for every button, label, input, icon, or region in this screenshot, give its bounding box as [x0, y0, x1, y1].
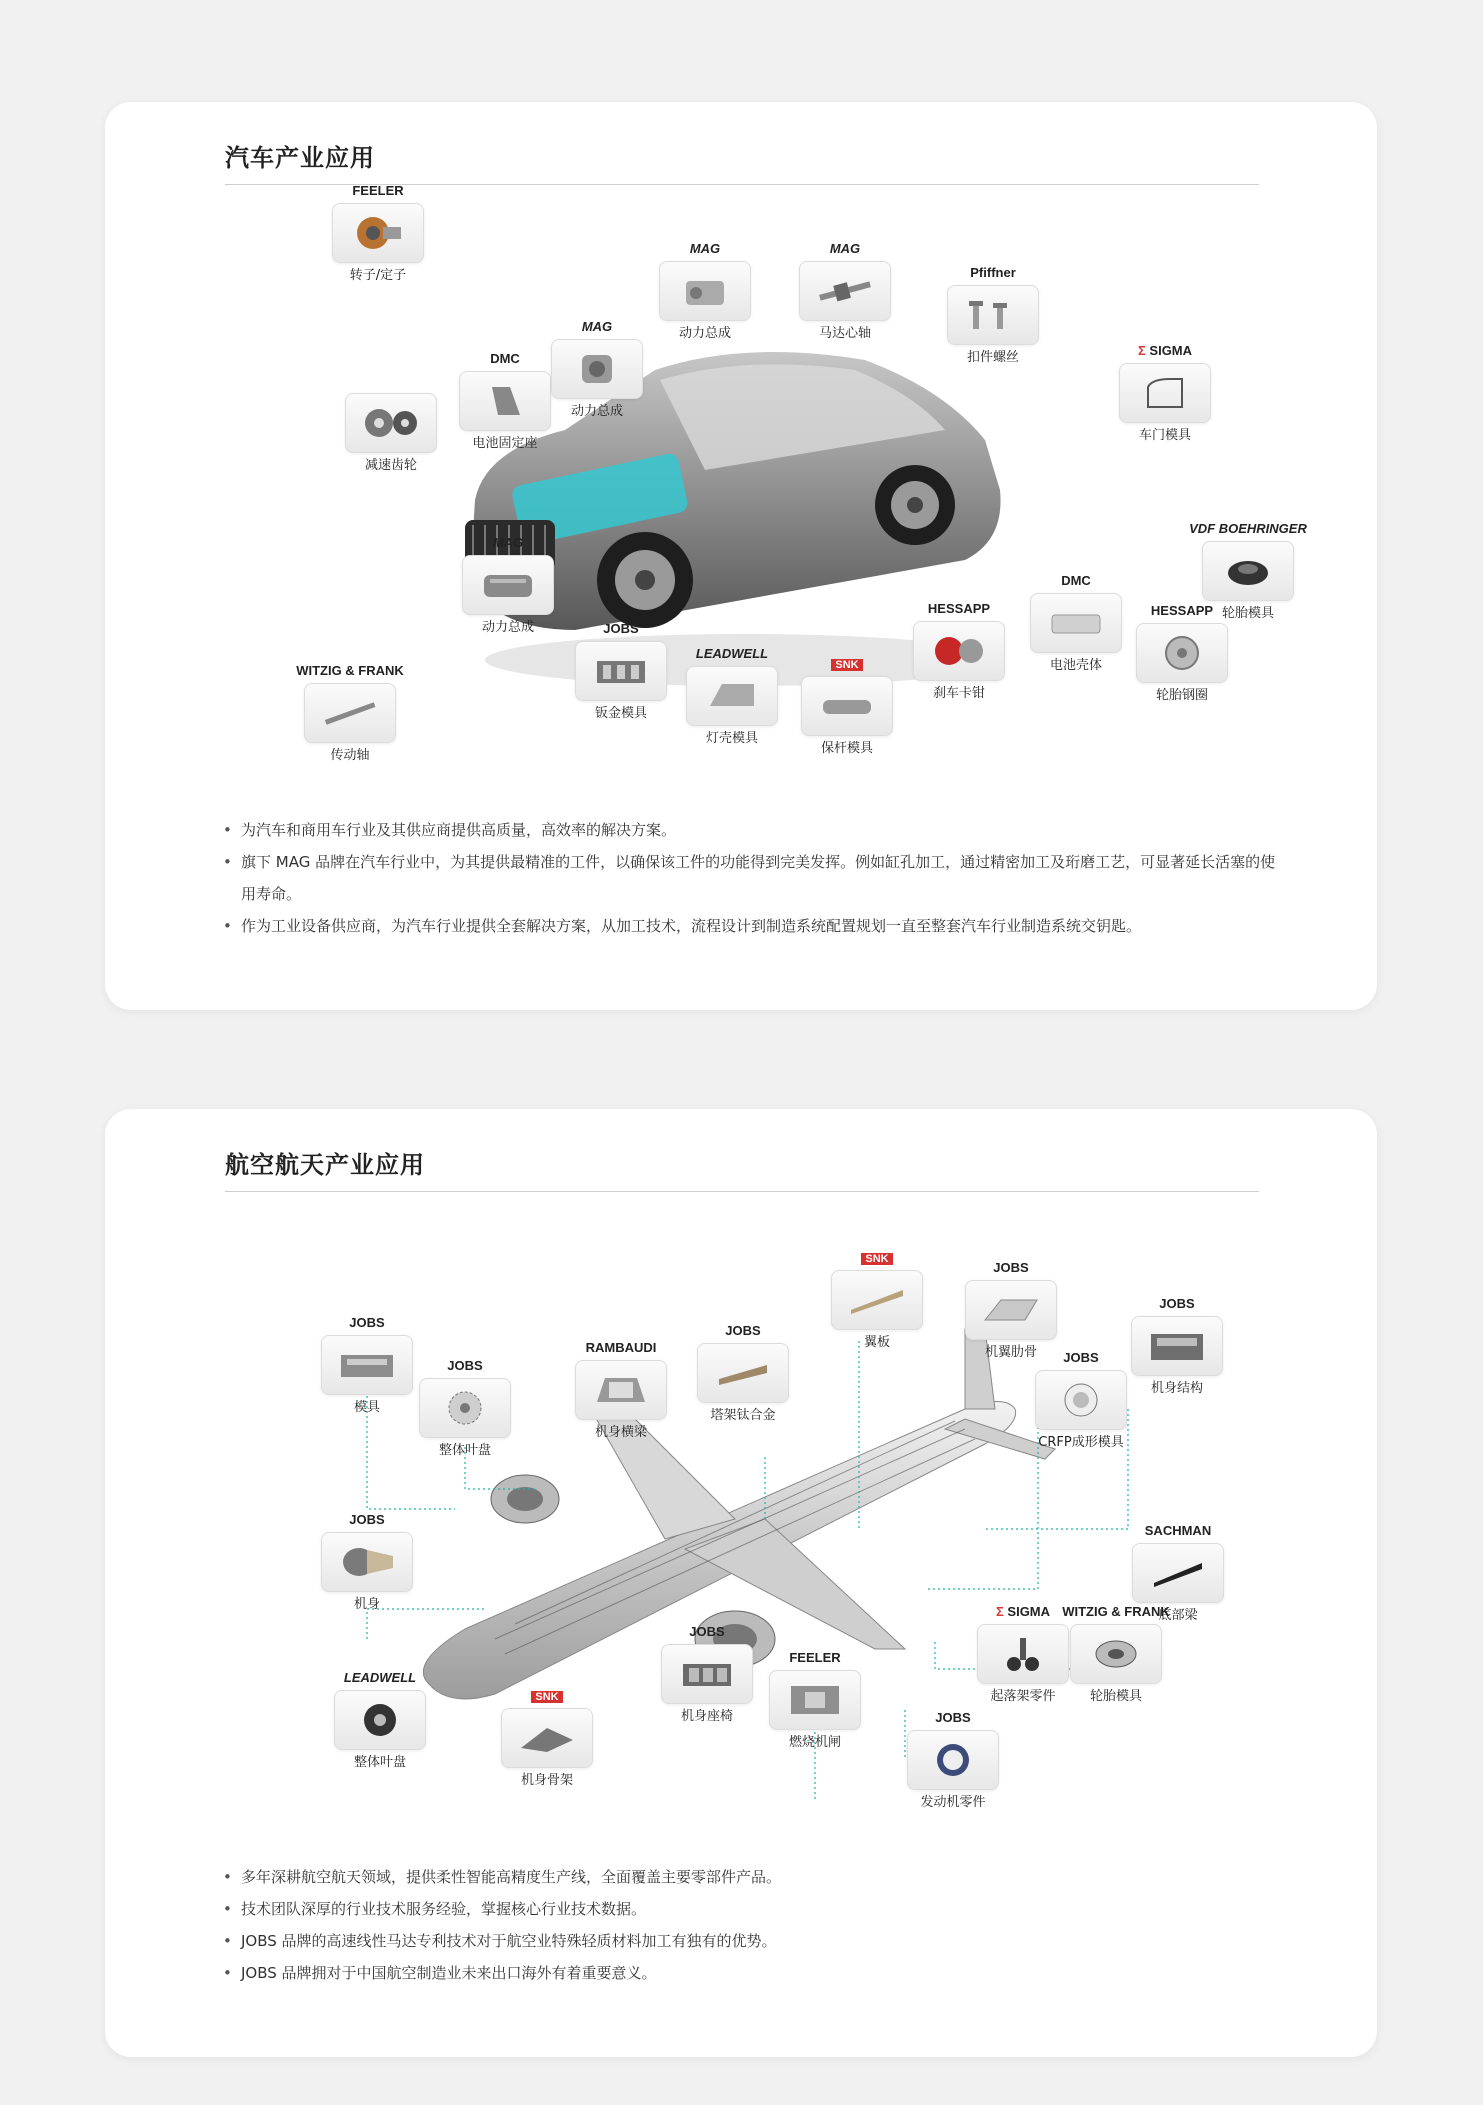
battery-tray-icon: [1046, 603, 1106, 643]
item-label: 发动机零件: [920, 1795, 986, 1810]
brand-logo-jobs: JOBS: [349, 1315, 385, 1330]
rotor-icon: [353, 213, 403, 253]
item-powertrain-3[interactable]: [448, 534, 568, 636]
wing-rib-thumbnail: [965, 1280, 1057, 1340]
brand-logo-snk: [817, 1249, 937, 1267]
item-pylon-titanium[interactable]: [683, 1322, 803, 1424]
sigma-text: SIGMA: [1007, 1604, 1051, 1619]
item-wing-rib[interactable]: [951, 1259, 1071, 1361]
car-door-icon: [1140, 373, 1190, 413]
brand-logo-jobs: JOBS: [689, 1624, 725, 1639]
machine-icon: [785, 1680, 845, 1720]
bullet-item: • JOBS 品牌的高速线性马达专利技术对于航空业特殊轻质材料加工有独有的优势。: [223, 1925, 1283, 1957]
item-tire-mold[interactable]: [1056, 1603, 1176, 1705]
reduction-gear-thumbnail: [345, 393, 437, 453]
item-label: 扣件螺丝: [966, 350, 1019, 365]
bullet-item: • 技术团队深厚的行业技术服务经验，掌握核心行业技术数据。: [223, 1893, 1283, 1925]
brand-logo-none: [331, 372, 451, 390]
tire-mold-thumbnail: [1202, 541, 1294, 601]
item-label: 翼板: [863, 1335, 890, 1350]
item-bumper-mold[interactable]: [787, 655, 907, 757]
brand-logo-hessapp: HESSAPP: [927, 601, 991, 616]
brake-caliper-thumbnail: [913, 621, 1005, 681]
item-label: 电池壳体: [1049, 658, 1102, 673]
fuselage-seat-thumbnail: [661, 1644, 753, 1704]
bullet-item: • 多年深耕航空航天领域，提供柔性智能高精度生产线，全面覆盖主要零部件产品。: [223, 1861, 1283, 1893]
item-brake-caliper[interactable]: [899, 600, 1019, 702]
item-powertrain-1[interactable]: [645, 240, 765, 342]
brand-logo-vdf-boehringer: VDF BOEHRINGER: [1189, 521, 1307, 536]
item-label: 机身: [353, 1597, 380, 1612]
brand-logo-jobs: JOBS: [935, 1710, 971, 1725]
item-label: 轮胎钢圈: [1155, 688, 1208, 703]
leader-lines: [105, 1109, 1377, 1869]
aerospace-card: [105, 1109, 1377, 2057]
bumper-icon: [817, 686, 877, 726]
mold-icon: [337, 1345, 397, 1385]
tire-mold-icon: [1223, 551, 1273, 591]
sigma-mark-icon: Σ: [995, 1604, 1004, 1619]
item-fuselage-seat[interactable]: [647, 1623, 767, 1725]
item-fuselage-structure[interactable]: [1117, 1295, 1237, 1397]
item-label: 塔架钛合金: [710, 1408, 776, 1423]
item-label: 转子/定子: [349, 268, 407, 283]
blisk-thumbnail: [419, 1378, 511, 1438]
housing-icon: [572, 349, 622, 389]
item-label: 机身座椅: [680, 1709, 733, 1724]
screw-icon: [963, 295, 1023, 335]
crfp-icon: [1056, 1380, 1106, 1420]
fuselage-frame-thumbnail: [501, 1708, 593, 1768]
item-fastener-screw[interactable]: [933, 264, 1053, 366]
brand-logo-rambaudi: RAMBAUDI: [585, 1340, 657, 1355]
item-label: 动力总成: [678, 326, 731, 341]
brand-logo-witzig-frank: WITZIG & FRANK: [296, 663, 404, 678]
transmission-icon: [478, 565, 538, 605]
brand-logo-snk: [787, 655, 907, 673]
item-label: 钣金模具: [594, 706, 647, 721]
blisk-thumbnail: [334, 1690, 426, 1750]
item-label: 整体叶盘: [438, 1443, 491, 1458]
gear-icon: [361, 403, 421, 443]
item-label: 动力总成: [570, 404, 623, 419]
item-blisk-1[interactable]: [405, 1357, 525, 1459]
bearing-ring-icon: [928, 1740, 978, 1780]
automotive-title: 汽车产业应用: [225, 144, 375, 172]
mold-icon: [591, 651, 651, 691]
item-battery-housing[interactable]: [1016, 572, 1136, 674]
automotive-diagram: [105, 102, 1377, 862]
rotor-stator-thumbnail: [332, 203, 424, 263]
titanium-part-icon: [713, 1353, 773, 1393]
pylon-thumbnail: [697, 1343, 789, 1403]
wheel-rim-thumbnail: [1136, 623, 1228, 683]
frame-icon: [517, 1718, 577, 1758]
snk-badge: SNK: [531, 1691, 562, 1703]
aerospace-description-list: [223, 1861, 1283, 1989]
item-label: 刹车卡钳: [932, 686, 985, 701]
shaft-icon: [815, 271, 875, 311]
engine-icon: [680, 271, 730, 311]
sigma-text: SIGMA: [1149, 343, 1193, 358]
door-mold-thumbnail: [1119, 363, 1211, 423]
brand-logo-leadwell: LEADWELL: [343, 1670, 417, 1685]
motor-shaft-thumbnail: [799, 261, 891, 321]
item-label: 起落架零件: [990, 1689, 1056, 1704]
item-label: 机身结构: [1150, 1381, 1203, 1396]
brand-logo-mag: MAG: [829, 241, 861, 256]
seat-frame-icon: [677, 1654, 737, 1694]
sigma-mark-icon: Σ: [1137, 343, 1146, 358]
tire-mold-icon: [1091, 1634, 1141, 1674]
brand-logo-jobs: JOBS: [349, 1512, 385, 1527]
brand-logo-jobs: JOBS: [1159, 1296, 1195, 1311]
item-label: 整体叶盘: [353, 1755, 406, 1770]
brand-logo-dmc: DMC: [1061, 573, 1091, 588]
bullet-item: • 作为工业设备供应商，为汽车行业提供全套解决方案，从加工技术，流程设计到制造系统配置规划一直至整套汽车行业制造系统交钥匙。: [223, 910, 1283, 942]
item-label: 电池固定座: [472, 436, 538, 451]
automotive-description-list: [223, 814, 1283, 942]
item-label: 减速齿轮: [364, 458, 417, 473]
aerospace-title: 航空航天产业应用: [225, 1151, 425, 1179]
item-label: 燃烧机闸: [788, 1735, 841, 1750]
item-door-mold[interactable]: [1105, 342, 1225, 444]
item-label: 模具: [353, 1400, 380, 1415]
bullet-item: • 旗下 MAG 品牌在汽车行业中，为其提供最精准的工件，以确保该工件的功能得到完美发挥。例如缸孔加工，通过精密加工及珩磨工艺，可显著延长活塞的使用寿命。: [223, 846, 1283, 910]
item-rotor-stator[interactable]: [318, 182, 438, 284]
fuselage-thumbnail: [321, 1532, 413, 1592]
structure-icon: [1147, 1326, 1207, 1366]
powertrain-thumbnail: [659, 261, 751, 321]
brand-logo-jobs: JOBS: [603, 621, 639, 636]
wheel-icon: [1157, 633, 1207, 673]
drive-shaft-thumbnail: [304, 683, 396, 743]
brand-logo-snk: [487, 1687, 607, 1705]
flap-icon: [847, 1280, 907, 1320]
item-label: 马达心轴: [818, 326, 871, 341]
item-label: 轮胎模具: [1221, 606, 1274, 621]
drive-shaft-icon: [320, 693, 380, 733]
item-powertrain-2[interactable]: [537, 318, 657, 420]
blisk-icon: [355, 1700, 405, 1740]
item-lamp-mold[interactable]: [672, 645, 792, 747]
fuselage-icon: [337, 1542, 397, 1582]
brand-logo-jobs: JOBS: [447, 1358, 483, 1373]
item-label: 机翼肋骨: [984, 1345, 1037, 1360]
item-fuselage[interactable]: [307, 1511, 427, 1613]
beam-icon: [591, 1370, 651, 1410]
combustion-gate-thumbnail: [769, 1670, 861, 1730]
brand-logo-leadwell: LEADWELL: [695, 646, 769, 661]
item-label: 底部梁: [1158, 1608, 1198, 1623]
bullet-item: • JOBS 品牌拥对于中国航空制造业未来出口海外有着重要意义。: [223, 1957, 1283, 1989]
snk-badge: SNK: [831, 659, 862, 671]
fuselage-structure-thumbnail: [1131, 1316, 1223, 1376]
brand-logo-hessapp: HESSAPP: [1150, 603, 1214, 618]
item-label: 传动轴: [330, 748, 370, 763]
brand-logo-pfiffner: Pfiffner: [970, 265, 1016, 280]
fuselage-beam-thumbnail: [575, 1360, 667, 1420]
item-fuselage-frame[interactable]: [487, 1687, 607, 1789]
lamp-mold-thumbnail: [686, 666, 778, 726]
blisk-icon: [440, 1388, 490, 1428]
flap-thumbnail: [831, 1270, 923, 1330]
item-label: 动力总成: [481, 620, 534, 635]
item-label: CRFP成形模具: [1038, 1435, 1124, 1450]
item-motor-shaft[interactable]: [785, 240, 905, 342]
powertrain-thumbnail: [551, 339, 643, 399]
item-blisk-2[interactable]: [320, 1669, 440, 1771]
battery-housing-thumbnail: [1030, 593, 1122, 653]
item-label: 轮胎模具: [1089, 1689, 1142, 1704]
brand-logo-dmc: DMC: [490, 351, 520, 366]
brand-logo-mag: MAG: [581, 319, 613, 334]
bottom-beam-thumbnail: [1132, 1543, 1224, 1603]
landing-gear-icon: [998, 1634, 1048, 1674]
beam-icon: [1148, 1553, 1208, 1593]
brand-logo-jobs: JOBS: [1063, 1350, 1099, 1365]
automotive-card: [105, 102, 1377, 1010]
engine-part-thumbnail: [907, 1730, 999, 1790]
brand-logo-jobs: JOBS: [993, 1260, 1029, 1275]
brand-logo-feeler: FEELER: [352, 183, 404, 198]
brand-logo-mag: MAG: [492, 535, 524, 550]
fastener-thumbnail: [947, 285, 1039, 345]
item-combustion-gate[interactable]: [755, 1649, 875, 1751]
brand-logo-feeler: FEELER: [789, 1650, 841, 1665]
item-flap[interactable]: [817, 1249, 937, 1351]
item-drive-shaft[interactable]: [290, 662, 410, 764]
brand-logo-sigma: [1105, 342, 1225, 360]
bullet-item: • 为汽车和商用车行业及其供应商提供高质量，高效率的解决方案。: [223, 814, 1283, 846]
brand-logo-sachman: SACHMAN: [1144, 1523, 1212, 1538]
powertrain-thumbnail: [462, 555, 554, 615]
lamp-mold-icon: [702, 676, 762, 716]
brand-logo-jobs: JOBS: [725, 1323, 761, 1338]
sheet-metal-mold-thumbnail: [575, 641, 667, 701]
item-label: 机身骨架: [520, 1773, 573, 1788]
tire-mold-thumbnail: [1070, 1624, 1162, 1684]
snk-badge: SNK: [861, 1253, 892, 1265]
brand-logo-witzig-frank: WITZIG & FRANK: [1062, 1604, 1170, 1619]
rib-icon: [981, 1290, 1041, 1330]
item-engine-part[interactable]: [893, 1709, 1013, 1811]
item-label: 保杆模具: [820, 741, 873, 756]
brake-icon: [929, 631, 989, 671]
bumper-mold-thumbnail: [801, 676, 893, 736]
crfp-mold-thumbnail: [1035, 1370, 1127, 1430]
item-wheel-rim[interactable]: [1122, 602, 1242, 704]
item-label: 车门模具: [1138, 428, 1191, 443]
brand-logo-mag: MAG: [689, 241, 721, 256]
item-sheet-metal-mold[interactable]: [561, 620, 681, 722]
item-label: 机身横梁: [594, 1425, 647, 1440]
item-fuselage-beam[interactable]: [561, 1339, 681, 1441]
mold-thumbnail: [321, 1335, 413, 1395]
item-reduction-gear[interactable]: [331, 372, 451, 474]
aerospace-diagram: [105, 1109, 1377, 1869]
bracket-icon: [480, 381, 530, 421]
item-label: 灯壳模具: [705, 731, 758, 746]
